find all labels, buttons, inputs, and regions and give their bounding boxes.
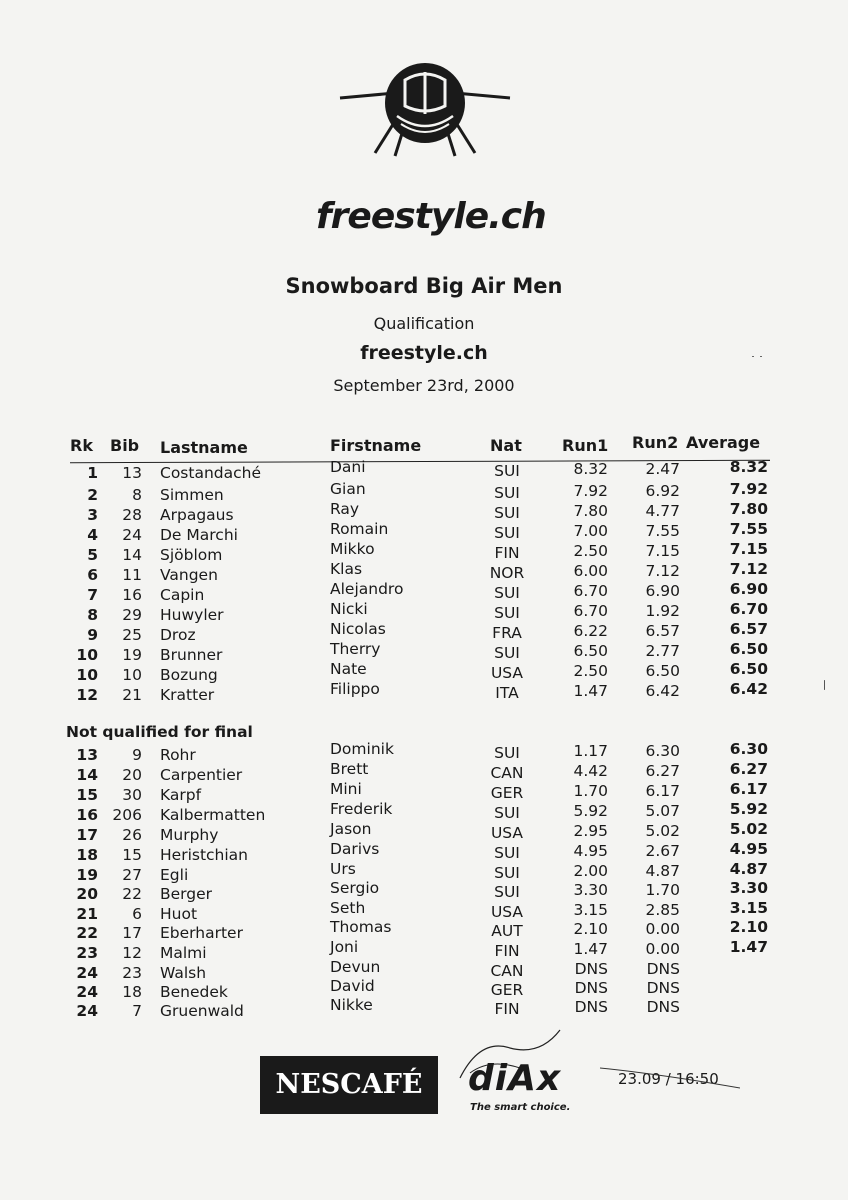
lastname-cell: Eberharter [160, 924, 243, 942]
run2-cell: 4.77 [645, 502, 680, 520]
nat-cell: GER [490, 981, 524, 999]
nat-cell: FRA [492, 624, 522, 642]
average-cell: 6.70 [729, 600, 768, 618]
run1-cell: 6.70 [573, 602, 608, 620]
run1-cell: 6.00 [573, 562, 608, 580]
firstname-cell: Thomas [330, 918, 392, 936]
firstname-cell: Gian [330, 480, 366, 498]
rank-cell: 7 [87, 586, 98, 604]
timestamp-stamp: 23.09 / 16:50 [618, 1070, 719, 1088]
not-qualified-heading: Not qualified for final [66, 723, 253, 741]
nat-cell: AUT [491, 922, 523, 940]
firstname-cell: Mini [330, 780, 362, 798]
firstname-cell: Joni [330, 938, 359, 956]
average-cell: 6.27 [729, 760, 768, 778]
rank-cell: 18 [76, 846, 98, 864]
nat-cell: USA [490, 824, 524, 842]
firstname-cell: Seth [330, 899, 366, 917]
bib-cell: 8 [132, 486, 142, 504]
col-firstname: Firstname [330, 436, 422, 455]
run1-cell: 2.50 [573, 542, 608, 560]
rank-cell: 24 [76, 964, 98, 982]
bib-cell: 22 [122, 885, 142, 903]
firstname-cell: Mikko [330, 540, 375, 558]
nat-cell: SUI [494, 484, 520, 502]
run2-cell: 5.02 [645, 822, 680, 840]
rank-cell: 16 [76, 806, 98, 824]
firstname-cell: Klas [330, 560, 363, 578]
average-cell: 1.47 [729, 938, 768, 956]
bib-cell: 15 [122, 846, 142, 864]
table-row [0, 977, 848, 1001]
bib-cell: 25 [122, 626, 142, 644]
lastname-cell: Capin [160, 586, 205, 604]
average-cell: 3.15 [729, 899, 768, 917]
bib-cell: 21 [122, 686, 142, 704]
average-cell: 5.02 [729, 820, 768, 838]
bib-cell: 26 [122, 826, 142, 844]
run2-cell: 6.50 [645, 662, 680, 680]
rank-cell: 15 [76, 786, 98, 804]
firstname-cell: Frederik [330, 800, 393, 818]
average-cell: 6.50 [729, 640, 768, 658]
bib-cell: 14 [122, 546, 142, 564]
col-run1: Run1 [562, 436, 609, 455]
lastname-cell: Vangen [160, 566, 218, 584]
nat-cell: CAN [490, 764, 524, 782]
rank-cell: 10 [76, 666, 98, 684]
run1-cell: 3.30 [573, 881, 608, 899]
rank-cell: 10 [76, 646, 98, 664]
lastname-cell: Kratter [160, 686, 215, 704]
run2-cell: 6.42 [645, 682, 680, 700]
run2-cell: 5.07 [645, 802, 680, 820]
firstname-cell: Nikke [330, 996, 373, 1014]
average-cell: 6.90 [729, 580, 768, 598]
firstname-cell: Urs [330, 860, 356, 878]
page-title: Snowboard Big Air Men [285, 274, 563, 298]
average-cell: 6.57 [729, 620, 768, 638]
average-cell: 6.50 [729, 660, 768, 678]
average-cell: 7.92 [729, 480, 768, 498]
bib-cell: 19 [122, 646, 142, 664]
bib-cell: 30 [122, 786, 142, 804]
rank-cell: 19 [76, 866, 98, 884]
firstname-cell: Nate [330, 660, 367, 678]
firstname-cell: Alejandro [330, 580, 404, 598]
average-cell: 4.95 [729, 840, 768, 858]
average-cell: 5.92 [729, 800, 768, 818]
run1-cell: 7.92 [573, 482, 608, 500]
run2-cell: DNS [646, 979, 680, 997]
page-subtitle: Qualification [373, 314, 475, 333]
nat-cell: SUI [494, 844, 520, 862]
run2-cell: 6.90 [645, 582, 680, 600]
scan-speck [752, 356, 754, 357]
run2-cell: DNS [646, 998, 680, 1016]
nat-cell: USA [490, 664, 524, 682]
run1-cell: 7.80 [573, 502, 608, 520]
scan-speck [760, 356, 762, 357]
rank-cell: 6 [87, 566, 98, 584]
lastname-cell: Brunner [160, 646, 223, 664]
logo-wordmark: freestyle.ch [316, 196, 546, 237]
firstname-cell: Jason [330, 820, 372, 838]
lastname-cell: Kalbermatten [160, 806, 266, 824]
run2-cell: 6.27 [645, 762, 680, 780]
run2-cell: 7.12 [645, 562, 680, 580]
run2-cell: 1.92 [645, 602, 680, 620]
firstname-cell: Sergio [330, 879, 380, 897]
run2-cell: 6.57 [645, 622, 680, 640]
nat-cell: FIN [494, 544, 520, 562]
run1-cell: 1.47 [573, 940, 608, 958]
lastname-cell: Arpagaus [160, 506, 234, 524]
nat-cell: NOR [489, 564, 525, 582]
firstname-cell: Darivs [330, 840, 380, 858]
rank-cell: 17 [76, 826, 98, 844]
lastname-cell: De Marchi [160, 526, 238, 544]
nat-cell: SUI [494, 804, 520, 822]
lastname-cell: Berger [160, 885, 213, 903]
nat-cell: CAN [490, 962, 524, 980]
firstname-cell: Devun [330, 958, 381, 976]
col-bib: Bib [110, 436, 140, 455]
run1-cell: 1.47 [573, 682, 608, 700]
firstname-cell: Dani [330, 458, 366, 476]
average-cell: 6.17 [729, 780, 768, 798]
average-cell: 7.12 [729, 560, 768, 578]
firstname-cell: Nicki [330, 600, 368, 618]
bib-cell: 18 [122, 983, 142, 1001]
lastname-cell: Simmen [160, 486, 224, 504]
average-cell: 6.42 [729, 680, 768, 698]
col-average: Average [686, 433, 761, 452]
nat-cell: GER [490, 784, 524, 802]
rank-cell: 12 [76, 686, 98, 704]
run2-cell: 2.85 [645, 901, 680, 919]
bib-cell: 29 [122, 606, 142, 624]
average-cell: 3.30 [729, 879, 768, 897]
bib-cell: 11 [122, 566, 142, 584]
col-nat: Nat [490, 436, 522, 455]
strike-line [600, 1060, 740, 1090]
run1-cell: 6.22 [573, 622, 608, 640]
lastname-cell: Malmi [160, 944, 207, 962]
nat-cell: SUI [494, 584, 520, 602]
rank-cell: 20 [76, 885, 98, 903]
bib-cell: 24 [122, 526, 142, 544]
bib-cell: 16 [122, 586, 142, 604]
run2-cell: 6.30 [645, 742, 680, 760]
bib-cell: 27 [122, 866, 142, 884]
run1-cell: 2.00 [573, 862, 608, 880]
lastname-cell: Walsh [160, 964, 207, 982]
lastname-cell: Bozung [160, 666, 218, 684]
bib-cell: 20 [122, 766, 142, 784]
run1-cell: 6.70 [573, 582, 608, 600]
run2-cell: 2.67 [645, 842, 680, 860]
rank-cell: 24 [76, 983, 98, 1001]
lastname-cell: Carpentier [160, 766, 243, 784]
lastname-cell: Sjöblom [160, 546, 223, 564]
firstname-cell: Filippo [330, 680, 380, 698]
run2-cell: 6.17 [645, 782, 680, 800]
bib-cell: 206 [112, 806, 142, 824]
nescafe-logo: NESCAFÉ [260, 1056, 438, 1114]
nat-cell: SUI [494, 462, 520, 480]
rank-cell: 4 [87, 526, 98, 544]
run1-cell: 2.50 [573, 662, 608, 680]
average-cell: 4.87 [729, 860, 768, 878]
beetle-icon [335, 58, 515, 158]
run2-cell: 7.55 [645, 522, 680, 540]
nat-cell: USA [490, 903, 524, 921]
average-cell: 7.80 [729, 500, 768, 518]
sponsor-footer [260, 1040, 760, 1130]
nat-cell: FIN [494, 942, 520, 960]
nat-cell: SUI [494, 504, 520, 522]
run2-cell: 7.15 [645, 542, 680, 560]
nat-cell: SUI [494, 604, 520, 622]
run2-cell: DNS [646, 960, 680, 978]
run2-cell: 2.47 [645, 460, 680, 478]
table-row [0, 958, 848, 982]
average-cell: 2.10 [729, 918, 768, 936]
run2-cell: 1.70 [645, 881, 680, 899]
bib-cell: 12 [122, 944, 142, 962]
firstname-cell: Ray [330, 500, 360, 518]
firstname-cell: Therry [330, 640, 381, 658]
diax-logo: diAx [468, 1058, 562, 1099]
run1-cell: DNS [574, 979, 608, 997]
bib-cell: 13 [122, 464, 142, 482]
rank-cell: 24 [76, 1002, 98, 1020]
nat-cell: SUI [494, 864, 520, 882]
table-row [0, 938, 848, 962]
event-date: September 23rd, 2000 [333, 376, 515, 395]
rank-cell: 3 [87, 506, 98, 524]
lastname-cell: Droz [160, 626, 196, 644]
lastname-cell: Egli [160, 866, 189, 884]
rank-cell: 22 [76, 924, 98, 942]
lastname-cell: Costandaché [160, 464, 261, 482]
organizer-name: freestyle.ch [360, 342, 488, 364]
firstname-cell: Brett [330, 760, 369, 778]
bib-cell: 17 [122, 924, 142, 942]
rank-cell: 21 [76, 905, 98, 923]
lastname-cell: Huot [160, 905, 198, 923]
bib-cell: 23 [122, 964, 142, 982]
rank-cell: 8 [87, 606, 98, 624]
run1-cell: 2.10 [573, 920, 608, 938]
run1-cell: DNS [574, 998, 608, 1016]
diax-tagline: The smart choice. [470, 1102, 571, 1113]
col-run2: Run2 [632, 433, 679, 452]
nat-cell: SUI [494, 524, 520, 542]
col-rk: Rk [70, 436, 93, 455]
bib-cell: 10 [122, 666, 142, 684]
rank-cell: 5 [87, 546, 98, 564]
run1-cell: 3.15 [573, 901, 608, 919]
run1-cell: 6.50 [573, 642, 608, 660]
run1-cell: 5.92 [573, 802, 608, 820]
run2-cell: 6.92 [645, 482, 680, 500]
lastname-cell: Huwyler [160, 606, 224, 624]
firstname-cell: Romain [330, 520, 389, 538]
lastname-cell: Murphy [160, 826, 219, 844]
col-lastname: Lastname [160, 438, 248, 457]
run1-cell: 7.00 [573, 522, 608, 540]
firstname-cell: Dominik [330, 740, 394, 758]
lastname-cell: Heristchian [160, 846, 248, 864]
run1-cell: 4.95 [573, 842, 608, 860]
table-row [0, 996, 848, 1020]
scan-speck [824, 680, 825, 690]
rank-cell: 9 [87, 626, 98, 644]
run2-cell: 4.87 [645, 862, 680, 880]
run1-cell: 1.70 [573, 782, 608, 800]
nat-cell: SUI [494, 744, 520, 762]
run1-cell: 1.17 [573, 742, 608, 760]
lastname-cell: Rohr [160, 746, 196, 764]
rank-cell: 14 [76, 766, 98, 784]
nat-cell: ITA [495, 684, 519, 702]
nat-cell: SUI [494, 644, 520, 662]
average-cell: 6.30 [729, 740, 768, 758]
table-row [0, 458, 848, 482]
run1-cell: 8.32 [573, 460, 608, 478]
run2-cell: 0.00 [645, 940, 680, 958]
bib-cell: 6 [132, 905, 142, 923]
average-cell: 8.32 [729, 458, 768, 476]
run1-cell: DNS [574, 960, 608, 978]
run1-cell: 2.95 [573, 822, 608, 840]
bib-cell: 28 [122, 506, 142, 524]
rank-cell: 13 [76, 746, 98, 764]
table-row [0, 680, 848, 704]
rank-cell: 1 [87, 464, 98, 482]
average-cell: 7.55 [729, 520, 768, 538]
rank-cell: 23 [76, 944, 98, 962]
rank-cell: 2 [87, 486, 98, 504]
lastname-cell: Benedek [160, 983, 228, 1001]
firstname-cell: Nicolas [330, 620, 386, 638]
lastname-cell: Karpf [160, 786, 202, 804]
lastname-cell: Gruenwald [160, 1002, 244, 1020]
run2-cell: 0.00 [645, 920, 680, 938]
nat-cell: SUI [494, 883, 520, 901]
freestyle-logo [300, 58, 550, 237]
run1-cell: 4.42 [573, 762, 608, 780]
nat-cell: FIN [494, 1000, 520, 1018]
firstname-cell: David [330, 977, 375, 995]
run2-cell: 2.77 [645, 642, 680, 660]
bib-cell: 7 [132, 1002, 142, 1020]
average-cell: 7.15 [729, 540, 768, 558]
bib-cell: 9 [132, 746, 142, 764]
